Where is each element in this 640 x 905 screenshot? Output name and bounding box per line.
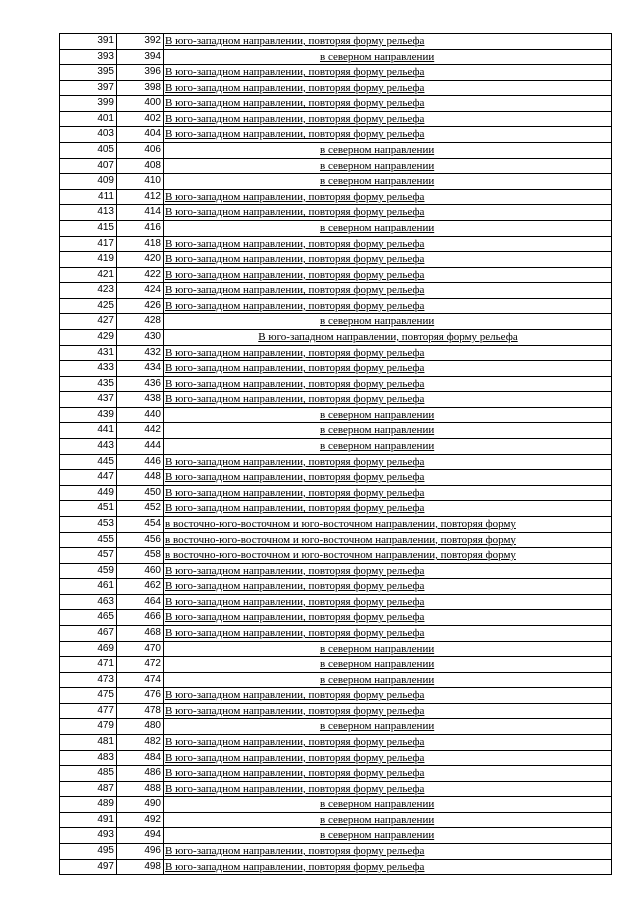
start-point-cell: 493 [59, 828, 116, 843]
start-point-cell: 457 [59, 548, 116, 563]
direction-description-cell: В юго-западном направлении, повторяя форму рельефа [163, 501, 611, 516]
table-row [59, 782, 611, 798]
start-point-cell: 463 [59, 595, 116, 610]
direction-description-cell: В юго-западном направлении, повторяя форму рельефа [163, 346, 611, 361]
direction-description-cell: В юго-западном направлении, повторяя форму рельефа [163, 751, 611, 766]
end-point-cell: 444 [116, 439, 163, 454]
start-point-cell: 403 [59, 127, 116, 142]
direction-description-cell: В юго-западном направлении, повторяя форму рельефа [163, 361, 611, 376]
start-point-cell: 443 [59, 439, 116, 454]
table-row [59, 127, 611, 143]
table-row [59, 626, 611, 642]
direction-description-cell: В юго-западном направлении, повторяя форму рельефа [163, 205, 611, 220]
direction-description-cell: в восточно-юго-восточном и юго-восточном направлении, повторяя форму [163, 517, 611, 532]
direction-description-cell: В юго-западном направлении, повторяя форму рельефа [163, 65, 611, 80]
start-point-cell: 393 [59, 50, 116, 65]
start-point-cell: 475 [59, 688, 116, 703]
end-point-cell: 472 [116, 657, 163, 672]
table-row [59, 766, 611, 782]
table-row [59, 486, 611, 502]
table-row [59, 657, 611, 673]
end-point-cell: 420 [116, 252, 163, 267]
table-row [59, 377, 611, 393]
start-point-cell: 433 [59, 361, 116, 376]
start-point-cell: 449 [59, 486, 116, 501]
start-point-cell: 447 [59, 470, 116, 485]
direction-description-cell: в северном направлении [163, 797, 611, 812]
direction-description-cell: В юго-западном направлении, повторяя форму рельефа [163, 96, 611, 111]
start-point-cell: 409 [59, 174, 116, 189]
direction-description-cell: в северном направлении [163, 423, 611, 438]
start-point-cell: 407 [59, 159, 116, 174]
start-point-cell: 441 [59, 423, 116, 438]
start-point-cell: 473 [59, 673, 116, 688]
table-row [59, 143, 611, 159]
table-row [59, 735, 611, 751]
direction-description-cell: В юго-западном направлении, повторяя форму рельефа [163, 455, 611, 470]
table-row [59, 564, 611, 580]
start-point-cell: 399 [59, 96, 116, 111]
end-point-cell: 412 [116, 190, 163, 205]
end-point-cell: 410 [116, 174, 163, 189]
direction-description-cell: В юго-западном направлении, повторяя форму рельефа [163, 844, 611, 859]
start-point-cell: 431 [59, 346, 116, 361]
end-point-cell: 434 [116, 361, 163, 376]
direction-description-cell: в северном направлении [163, 813, 611, 828]
data-table [59, 33, 612, 875]
end-point-cell: 466 [116, 610, 163, 625]
direction-description-cell: В юго-западном направлении, повторяя форму рельефа [163, 377, 611, 392]
start-point-cell: 437 [59, 392, 116, 407]
end-point-cell: 484 [116, 751, 163, 766]
start-point-cell: 461 [59, 579, 116, 594]
end-point-cell: 430 [116, 330, 163, 345]
direction-description-cell: В юго-западном направлении, повторяя форму рельефа [163, 860, 611, 875]
table-row [59, 361, 611, 377]
table-row [59, 610, 611, 626]
table-row [59, 112, 611, 128]
start-point-cell: 455 [59, 533, 116, 548]
end-point-cell: 392 [116, 34, 163, 49]
direction-description-cell: в северном направлении [163, 221, 611, 236]
table-row [59, 96, 611, 112]
end-point-cell: 400 [116, 96, 163, 111]
direction-description-cell: В юго-западном направлении, повторяя форму рельефа [163, 299, 611, 314]
start-point-cell: 445 [59, 455, 116, 470]
direction-description-cell: В юго-западном направлении, повторяя форму рельефа [163, 330, 611, 345]
end-point-cell: 456 [116, 533, 163, 548]
table-row [59, 517, 611, 533]
end-point-cell: 494 [116, 828, 163, 843]
table-row [59, 237, 611, 253]
table-row [59, 252, 611, 268]
end-point-cell: 432 [116, 346, 163, 361]
direction-description-cell: в северном направлении [163, 719, 611, 734]
table-row [59, 673, 611, 689]
table-row [59, 844, 611, 860]
start-point-cell: 459 [59, 564, 116, 579]
direction-description-cell: В юго-западном направлении, повторяя форму рельефа [163, 595, 611, 610]
end-point-cell: 428 [116, 314, 163, 329]
table-row [59, 205, 611, 221]
table-row [59, 268, 611, 284]
end-point-cell: 436 [116, 377, 163, 392]
direction-description-cell: В юго-западном направлении, повторяя форму рельефа [163, 735, 611, 750]
direction-description-cell: в северном направлении [163, 657, 611, 672]
direction-description-cell: В юго-западном направлении, повторяя форму рельефа [163, 782, 611, 797]
end-point-cell: 498 [116, 860, 163, 875]
table-row [59, 423, 611, 439]
direction-description-cell: в северном направлении [163, 408, 611, 423]
end-point-cell: 470 [116, 642, 163, 657]
direction-description-cell: В юго-западном направлении, повторяя форму рельефа [163, 704, 611, 719]
direction-description-cell: в северном направлении [163, 50, 611, 65]
start-point-cell: 471 [59, 657, 116, 672]
table-row [59, 501, 611, 517]
direction-description-cell: В юго-западном направлении, повторяя форму рельефа [163, 766, 611, 781]
end-point-cell: 460 [116, 564, 163, 579]
end-point-cell: 404 [116, 127, 163, 142]
start-point-cell: 487 [59, 782, 116, 797]
direction-description-cell: в восточно-юго-восточном и юго-восточном направлении, повторяя форму [163, 533, 611, 548]
end-point-cell: 462 [116, 579, 163, 594]
start-point-cell: 483 [59, 751, 116, 766]
direction-description-cell: В юго-западном направлении, повторяя форму рельефа [163, 610, 611, 625]
table-row [59, 392, 611, 408]
start-point-cell: 485 [59, 766, 116, 781]
end-point-cell: 416 [116, 221, 163, 236]
start-point-cell: 417 [59, 237, 116, 252]
end-point-cell: 426 [116, 299, 163, 314]
table-row [59, 50, 611, 66]
direction-description-cell: в северном направлении [163, 642, 611, 657]
start-point-cell: 451 [59, 501, 116, 516]
table-row [59, 299, 611, 315]
end-point-cell: 458 [116, 548, 163, 563]
start-point-cell: 439 [59, 408, 116, 423]
table-row [59, 330, 611, 346]
table-row [59, 797, 611, 813]
direction-description-cell: В юго-западном направлении, повторяя форму рельефа [163, 564, 611, 579]
end-point-cell: 474 [116, 673, 163, 688]
start-point-cell: 477 [59, 704, 116, 719]
end-point-cell: 468 [116, 626, 163, 641]
start-point-cell: 395 [59, 65, 116, 80]
end-point-cell: 492 [116, 813, 163, 828]
table-row [59, 190, 611, 206]
start-point-cell: 391 [59, 34, 116, 49]
end-point-cell: 446 [116, 455, 163, 470]
end-point-cell: 414 [116, 205, 163, 220]
direction-description-cell: В юго-западном направлении, повторяя форму рельефа [163, 190, 611, 205]
table-row [59, 595, 611, 611]
table-row [59, 65, 611, 81]
start-point-cell: 425 [59, 299, 116, 314]
direction-description-cell: в северном направлении [163, 174, 611, 189]
direction-description-cell: В юго-западном направлении, повторяя форму рельефа [163, 283, 611, 298]
end-point-cell: 442 [116, 423, 163, 438]
end-point-cell: 490 [116, 797, 163, 812]
start-point-cell: 497 [59, 860, 116, 875]
end-point-cell: 440 [116, 408, 163, 423]
direction-description-cell: В юго-западном направлении, повторяя форму рельефа [163, 237, 611, 252]
start-point-cell: 469 [59, 642, 116, 657]
end-point-cell: 464 [116, 595, 163, 610]
table-row [59, 439, 611, 455]
end-point-cell: 450 [116, 486, 163, 501]
end-point-cell: 496 [116, 844, 163, 859]
direction-description-cell: В юго-западном направлении, повторяя форму рельефа [163, 486, 611, 501]
table-row [59, 408, 611, 424]
start-point-cell: 415 [59, 221, 116, 236]
start-point-cell: 401 [59, 112, 116, 127]
table-row [59, 81, 611, 97]
direction-description-cell: В юго-западном направлении, повторяя форму рельефа [163, 252, 611, 267]
start-point-cell: 465 [59, 610, 116, 625]
end-point-cell: 438 [116, 392, 163, 407]
start-point-cell: 467 [59, 626, 116, 641]
end-point-cell: 448 [116, 470, 163, 485]
direction-description-cell: в северном направлении [163, 673, 611, 688]
start-point-cell: 405 [59, 143, 116, 158]
start-point-cell: 397 [59, 81, 116, 96]
table-row [59, 221, 611, 237]
direction-description-cell: В юго-западном направлении, повторяя форму рельефа [163, 268, 611, 283]
direction-description-cell: В юго-западном направлении, повторяя форму рельефа [163, 127, 611, 142]
direction-description-cell: в северном направлении [163, 439, 611, 454]
direction-description-cell: В юго-западном направлении, повторяя форму рельефа [163, 392, 611, 407]
end-point-cell: 396 [116, 65, 163, 80]
table-row [59, 548, 611, 564]
end-point-cell: 488 [116, 782, 163, 797]
end-point-cell: 454 [116, 517, 163, 532]
start-point-cell: 427 [59, 314, 116, 329]
start-point-cell: 419 [59, 252, 116, 267]
end-point-cell: 482 [116, 735, 163, 750]
end-point-cell: 422 [116, 268, 163, 283]
direction-description-cell: в северном направлении [163, 828, 611, 843]
start-point-cell: 423 [59, 283, 116, 298]
table-row [59, 34, 611, 50]
direction-description-cell: В юго-западном направлении, повторяя форму рельефа [163, 579, 611, 594]
table-row [59, 470, 611, 486]
start-point-cell: 479 [59, 719, 116, 734]
end-point-cell: 452 [116, 501, 163, 516]
end-point-cell: 478 [116, 704, 163, 719]
table-row [59, 813, 611, 829]
end-point-cell: 398 [116, 81, 163, 96]
start-point-cell: 481 [59, 735, 116, 750]
direction-description-cell: В юго-западном направлении, повторяя форму рельефа [163, 626, 611, 641]
end-point-cell: 402 [116, 112, 163, 127]
start-point-cell: 413 [59, 205, 116, 220]
start-point-cell: 491 [59, 813, 116, 828]
start-point-cell: 453 [59, 517, 116, 532]
direction-description-cell: В юго-западном направлении, повторяя форму рельефа [163, 112, 611, 127]
table-row [59, 174, 611, 190]
direction-description-cell: В юго-западном направлении, повторяя форму рельефа [163, 81, 611, 96]
table-row [59, 642, 611, 658]
table-row [59, 719, 611, 735]
start-point-cell: 495 [59, 844, 116, 859]
start-point-cell: 435 [59, 377, 116, 392]
end-point-cell: 424 [116, 283, 163, 298]
end-point-cell: 486 [116, 766, 163, 781]
end-point-cell: 408 [116, 159, 163, 174]
end-point-cell: 476 [116, 688, 163, 703]
table-row [59, 704, 611, 720]
end-point-cell: 394 [116, 50, 163, 65]
end-point-cell: 406 [116, 143, 163, 158]
direction-description-cell: в северном направлении [163, 314, 611, 329]
table-row [59, 346, 611, 362]
direction-description-cell: В юго-западном направлении, повторяя форму рельефа [163, 688, 611, 703]
table-row [59, 828, 611, 844]
table-row [59, 533, 611, 549]
direction-description-cell: В юго-западном направлении, повторяя форму рельефа [163, 34, 611, 49]
table-row [59, 860, 611, 876]
start-point-cell: 429 [59, 330, 116, 345]
table-row [59, 751, 611, 767]
start-point-cell: 421 [59, 268, 116, 283]
table-row [59, 455, 611, 471]
start-point-cell: 411 [59, 190, 116, 205]
direction-description-cell: в северном направлении [163, 159, 611, 174]
table-row [59, 688, 611, 704]
table-row [59, 314, 611, 330]
direction-description-cell: В юго-западном направлении, повторяя форму рельефа [163, 470, 611, 485]
end-point-cell: 480 [116, 719, 163, 734]
table-row [59, 159, 611, 175]
end-point-cell: 418 [116, 237, 163, 252]
table-row [59, 283, 611, 299]
table-row [59, 579, 611, 595]
direction-description-cell: в северном направлении [163, 143, 611, 158]
start-point-cell: 489 [59, 797, 116, 812]
direction-description-cell: в восточно-юго-восточном и юго-восточном направлении, повторяя форму [163, 548, 611, 563]
